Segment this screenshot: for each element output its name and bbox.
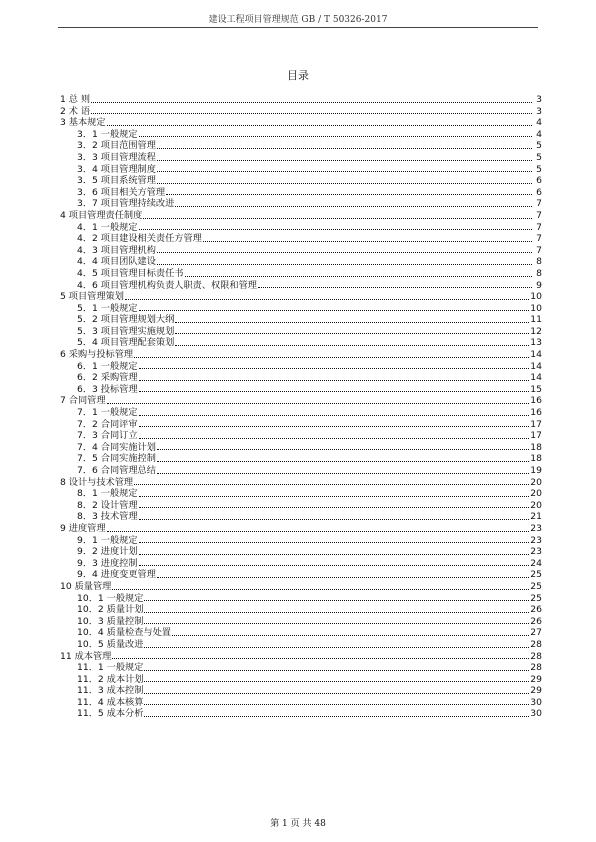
toc-page-number: 10 bbox=[530, 302, 542, 314]
toc-entry-title: 5 项目管理策划 bbox=[60, 291, 124, 303]
toc-section-entry[interactable] bbox=[60, 175, 542, 187]
toc-page-number: 14 bbox=[530, 372, 542, 384]
toc-chapter-entry[interactable] bbox=[60, 651, 542, 663]
dot-leader bbox=[175, 206, 532, 207]
dot-leader bbox=[157, 252, 532, 253]
toc-entry-title: 11 成本管理 bbox=[60, 650, 112, 662]
toc-entry-title: 10 质量管理 bbox=[60, 580, 112, 592]
toc-entry-title: 11．1 一般规定 bbox=[77, 662, 144, 674]
toc-page-number: 13 bbox=[530, 337, 542, 349]
toc-section-entry[interactable] bbox=[60, 337, 542, 349]
dot-leader bbox=[139, 136, 532, 137]
toc-page-number: 24 bbox=[530, 557, 542, 569]
toc-page-number: 5 bbox=[536, 140, 542, 152]
toc-section-entry[interactable] bbox=[60, 662, 542, 674]
toc-section-entry[interactable] bbox=[60, 569, 542, 581]
toc-page-number: 5 bbox=[536, 163, 542, 175]
toc-chapter-entry[interactable] bbox=[60, 291, 542, 303]
toc-page-number: 3 bbox=[536, 94, 542, 105]
toc-page-number: 23 bbox=[530, 534, 542, 546]
toc-entry-title: 4 项目管理责任制度 bbox=[60, 209, 143, 221]
dot-leader bbox=[107, 125, 532, 126]
toc-section-entry[interactable] bbox=[60, 407, 542, 419]
toc-page-number: 10 bbox=[530, 291, 542, 303]
dot-leader bbox=[157, 473, 529, 474]
toc-page-number: 7 bbox=[536, 244, 542, 256]
dot-leader bbox=[157, 148, 532, 149]
toc-page-number: 28 bbox=[530, 650, 542, 662]
toc-section-entry[interactable] bbox=[60, 442, 542, 454]
dot-leader bbox=[91, 102, 532, 103]
toc-entry-title: 7．4 合同实施计划 bbox=[77, 441, 156, 453]
dot-leader bbox=[144, 670, 529, 671]
toc-section-entry[interactable] bbox=[60, 488, 542, 500]
toc-page-number: 28 bbox=[530, 638, 542, 650]
page-footer: 第 1 页 共 48 bbox=[270, 819, 326, 829]
toc-section-entry[interactable] bbox=[60, 558, 542, 570]
dot-leader bbox=[157, 449, 529, 450]
toc-section-entry[interactable] bbox=[60, 708, 542, 720]
toc-chapter-entry[interactable] bbox=[60, 523, 542, 535]
toc-page-number: 20 bbox=[530, 488, 542, 500]
toc-entry-title: 8 设计与技术管理 bbox=[60, 476, 134, 488]
toc-entry-title: 9 进度管理 bbox=[60, 522, 106, 534]
toc-entry-title: 6．3 投标管理 bbox=[77, 383, 138, 395]
toc-section-entry[interactable] bbox=[60, 268, 542, 280]
dot-leader bbox=[175, 333, 529, 334]
toc-section-entry[interactable] bbox=[60, 535, 542, 547]
toc-entry-title: 3．6 项目相关方管理 bbox=[77, 186, 166, 198]
toc-entry-title: 9．2 进度计划 bbox=[77, 546, 138, 558]
toc-chapter-entry[interactable] bbox=[60, 395, 542, 407]
toc-page-number: 6 bbox=[536, 175, 542, 187]
toc-page-number: 23 bbox=[530, 546, 542, 558]
toc-entry-title: 5．2 项目管理规划大纲 bbox=[77, 314, 175, 326]
toc-page-number: 6 bbox=[536, 186, 542, 198]
toc-section-entry[interactable] bbox=[60, 164, 542, 176]
toc-page-number: 16 bbox=[530, 395, 542, 407]
toc-entry-title: 3．5 项目系统管理 bbox=[77, 175, 156, 187]
toc-page-number: 26 bbox=[530, 615, 542, 627]
toc-page-number: 21 bbox=[530, 511, 542, 523]
toc-entry-title: 6 采购与投标管理 bbox=[60, 349, 134, 361]
dot-leader bbox=[139, 542, 530, 543]
toc-page-number: 26 bbox=[530, 604, 542, 616]
dot-leader bbox=[139, 415, 530, 416]
toc-chapter-entry[interactable] bbox=[60, 581, 542, 593]
dot-leader bbox=[139, 229, 532, 230]
dot-leader bbox=[175, 322, 529, 323]
toc-entry-title: 6．1 一般规定 bbox=[77, 360, 138, 372]
toc-section-entry[interactable] bbox=[60, 303, 542, 315]
toc-entry-title: 3．2 项目范围管理 bbox=[77, 140, 156, 152]
dot-leader bbox=[144, 681, 529, 682]
toc-entry-title: 6．2 采购管理 bbox=[77, 372, 138, 384]
toc-chapter-entry[interactable] bbox=[60, 117, 542, 129]
dot-leader bbox=[144, 647, 529, 648]
dot-leader bbox=[125, 299, 529, 300]
toc-section-entry[interactable] bbox=[60, 616, 542, 628]
toc-section-entry[interactable] bbox=[60, 453, 542, 465]
dot-leader bbox=[139, 507, 530, 508]
toc-page-number: 7 bbox=[536, 233, 542, 245]
dot-leader bbox=[144, 623, 529, 624]
toc-entry-title: 7．2 合同评审 bbox=[77, 418, 138, 430]
dot-leader bbox=[107, 531, 530, 532]
toc-entry-title: 4．6 项目管理机构负责人职责、权限和管理 bbox=[77, 279, 257, 291]
dot-leader bbox=[91, 113, 532, 114]
dot-leader bbox=[157, 171, 532, 172]
toc-page-number: 28 bbox=[530, 662, 542, 674]
toc-section-entry[interactable] bbox=[60, 430, 542, 442]
toc-entry-title: 5．1 一般规定 bbox=[77, 302, 138, 314]
toc-section-entry[interactable] bbox=[60, 187, 542, 199]
toc-entry-title: 11．5 成本分析 bbox=[77, 708, 144, 720]
toc-section-entry[interactable] bbox=[60, 604, 542, 616]
toc-chapter-entry[interactable] bbox=[60, 210, 542, 222]
toc-page-number: 25 bbox=[530, 592, 542, 604]
dot-leader bbox=[139, 310, 530, 311]
toc-chapter-entry[interactable] bbox=[60, 106, 542, 118]
toc-section-entry[interactable] bbox=[60, 256, 542, 268]
toc-entry-title: 4．5 项目管理目标责任书 bbox=[77, 267, 184, 279]
dot-leader bbox=[134, 484, 529, 485]
toc-section-entry[interactable] bbox=[60, 419, 542, 431]
dot-leader bbox=[175, 345, 529, 346]
toc-entry-title: 3．1 一般规定 bbox=[77, 128, 138, 140]
toc-page-number: 30 bbox=[530, 696, 542, 708]
toc-page-number: 8 bbox=[536, 267, 542, 279]
dot-leader bbox=[112, 589, 529, 590]
toc-page-number: 15 bbox=[530, 383, 542, 395]
toc-section-entry[interactable] bbox=[60, 674, 542, 686]
toc-page-number: 4 bbox=[536, 117, 542, 129]
dot-leader bbox=[139, 391, 530, 392]
toc-section-entry[interactable] bbox=[60, 140, 542, 152]
toc-page-number: 19 bbox=[530, 465, 542, 476]
toc-entry-title: 7．5 合同实施控制 bbox=[77, 453, 156, 465]
dot-leader bbox=[144, 716, 529, 717]
dot-leader bbox=[139, 519, 530, 520]
toc-section-entry[interactable] bbox=[60, 546, 542, 558]
dot-leader bbox=[258, 287, 532, 288]
toc-page-number: 7 bbox=[536, 221, 542, 233]
toc-entry-title: 11．2 成本计划 bbox=[77, 673, 144, 685]
toc-section-entry[interactable] bbox=[60, 465, 542, 477]
toc-page-number: 27 bbox=[530, 627, 542, 639]
toc-entry-title: 11．4 成本核算 bbox=[77, 696, 144, 708]
toc-page-number: 3 bbox=[536, 105, 542, 117]
toc-entry-title: 5．3 项目管理实施规划 bbox=[77, 325, 175, 337]
toc-section-entry[interactable] bbox=[60, 593, 542, 605]
dot-leader bbox=[112, 658, 529, 659]
toc-page-number: 17 bbox=[530, 418, 542, 430]
dot-leader bbox=[139, 496, 530, 497]
toc-chapter-entry[interactable] bbox=[60, 477, 542, 489]
toc-page-number: 25 bbox=[530, 569, 542, 581]
toc-section-entry[interactable] bbox=[60, 697, 542, 709]
toc-page-number: 4 bbox=[536, 128, 542, 140]
toc-section-entry[interactable] bbox=[60, 372, 542, 384]
toc-entry-title: 3．7 项目管理持续改进 bbox=[77, 198, 175, 210]
header-divider bbox=[58, 27, 538, 28]
running-header: 建设工程项目管理规范 GB / T 50326-2017 bbox=[208, 15, 388, 25]
toc-page-number: 29 bbox=[530, 673, 542, 685]
toc-section-entry[interactable] bbox=[60, 152, 542, 164]
toc-entry-title: 9．4 进度变更管理 bbox=[77, 569, 156, 581]
toc-page-number: 20 bbox=[530, 499, 542, 511]
toc-entry-title: 4．1 一般规定 bbox=[77, 221, 138, 233]
toc-page-number: 11 bbox=[530, 314, 542, 326]
toc-page-number: 18 bbox=[530, 453, 542, 465]
toc-section-entry[interactable] bbox=[60, 627, 542, 639]
dot-leader bbox=[144, 704, 529, 705]
toc-page-number: 18 bbox=[530, 441, 542, 453]
dot-leader bbox=[139, 368, 530, 369]
toc-page-number: 8 bbox=[536, 256, 542, 268]
dot-leader bbox=[157, 183, 532, 184]
toc-section-entry[interactable] bbox=[60, 280, 542, 292]
dot-leader bbox=[157, 160, 532, 161]
toc-entry-title: 7．3 合同订立 bbox=[77, 430, 138, 442]
toc-entry-title: 7．1 一般规定 bbox=[77, 407, 138, 419]
dot-leader bbox=[185, 276, 533, 277]
dot-leader bbox=[139, 565, 530, 566]
toc-page-number: 9 bbox=[536, 279, 542, 291]
toc-section-entry[interactable] bbox=[60, 222, 542, 234]
toc-page-number: 14 bbox=[530, 349, 542, 361]
dot-leader bbox=[143, 218, 532, 219]
toc-entry-title: 3．3 项目管理流程 bbox=[77, 151, 156, 163]
toc-entry-title: 8．3 技术管理 bbox=[77, 511, 138, 523]
toc-page-number: 23 bbox=[530, 522, 542, 534]
dot-leader bbox=[203, 241, 532, 242]
toc-page-number: 12 bbox=[530, 325, 542, 337]
toc-section-entry[interactable] bbox=[60, 384, 542, 396]
dot-leader bbox=[144, 612, 529, 613]
toc-entry-title: 1 总 则 bbox=[60, 94, 91, 105]
toc-page-number: 29 bbox=[530, 685, 542, 697]
toc-entry-title: 4．4 项目团队建设 bbox=[77, 256, 156, 268]
toc-entry-title: 8．2 设计管理 bbox=[77, 499, 138, 511]
toc-page-number: 7 bbox=[536, 209, 542, 221]
toc-section-entry[interactable] bbox=[60, 500, 542, 512]
toc-entry-title: 7．6 合同管理总结 bbox=[77, 465, 156, 476]
dot-leader bbox=[139, 426, 530, 427]
toc-section-entry[interactable] bbox=[60, 639, 542, 651]
toc-section-entry[interactable] bbox=[60, 198, 542, 210]
toc-page-number: 20 bbox=[530, 476, 542, 488]
toc-entry-title: 2 术 语 bbox=[60, 105, 91, 117]
dot-leader bbox=[107, 403, 530, 404]
toc-entry-title: 10．4 质量检查与处置 bbox=[77, 627, 171, 639]
toc-entry-title: 10．5 质量改进 bbox=[77, 638, 144, 650]
toc-entry-title: 10．1 一般规定 bbox=[77, 592, 144, 604]
toc-entry-title: 10．3 质量控制 bbox=[77, 615, 144, 627]
page-title: 目录 bbox=[287, 69, 309, 82]
dot-leader bbox=[172, 635, 529, 636]
dot-leader bbox=[139, 438, 530, 439]
toc-section-entry[interactable] bbox=[60, 314, 542, 326]
toc-page-number: 7 bbox=[536, 198, 542, 210]
toc-entry-title: 5．4 项目管理配套策划 bbox=[77, 337, 175, 349]
toc-section-entry[interactable] bbox=[60, 129, 542, 141]
toc-section-entry[interactable] bbox=[60, 685, 542, 697]
toc-entry-title: 9．3 进度控制 bbox=[77, 557, 138, 569]
dot-leader bbox=[157, 264, 532, 265]
toc-page-number: 30 bbox=[530, 708, 542, 720]
toc-entry-title: 4．3 项目管理机构 bbox=[77, 244, 156, 256]
toc-section-entry[interactable] bbox=[60, 326, 542, 338]
dot-leader bbox=[166, 194, 532, 195]
dot-leader bbox=[144, 600, 529, 601]
toc-page-number: 17 bbox=[530, 430, 542, 442]
toc-entry-title: 8．1 一般规定 bbox=[77, 488, 138, 500]
dot-leader bbox=[139, 554, 530, 555]
toc-section-entry[interactable] bbox=[60, 233, 542, 245]
toc-entry-title: 4．2 项目建设相关责任方管理 bbox=[77, 233, 202, 245]
dot-leader bbox=[157, 577, 529, 578]
toc-entry-title: 7 合同管理 bbox=[60, 395, 106, 407]
dot-leader bbox=[157, 461, 529, 462]
toc-entry-title: 9．1 一般规定 bbox=[77, 534, 138, 546]
toc-entry-title: 10．2 质量计划 bbox=[77, 604, 144, 616]
toc-entry-title: 11．3 成本控制 bbox=[77, 685, 144, 697]
toc-page-number: 5 bbox=[536, 151, 542, 163]
toc-chapter-entry[interactable] bbox=[60, 94, 542, 106]
toc-section-entry[interactable] bbox=[60, 245, 542, 257]
toc-section-entry[interactable] bbox=[60, 511, 542, 523]
toc-entry-title: 3．4 项目管理制度 bbox=[77, 163, 156, 175]
toc-page-number: 25 bbox=[530, 580, 542, 592]
table-of-contents bbox=[60, 94, 542, 720]
toc-section-entry[interactable] bbox=[60, 361, 542, 373]
toc-page-number: 16 bbox=[530, 407, 542, 419]
dot-leader bbox=[144, 693, 529, 694]
dot-leader bbox=[134, 357, 529, 358]
toc-chapter-entry[interactable] bbox=[60, 349, 542, 361]
dot-leader bbox=[139, 380, 530, 381]
toc-entry-title: 3 基本规定 bbox=[60, 117, 106, 129]
toc-page-number: 14 bbox=[530, 360, 542, 372]
